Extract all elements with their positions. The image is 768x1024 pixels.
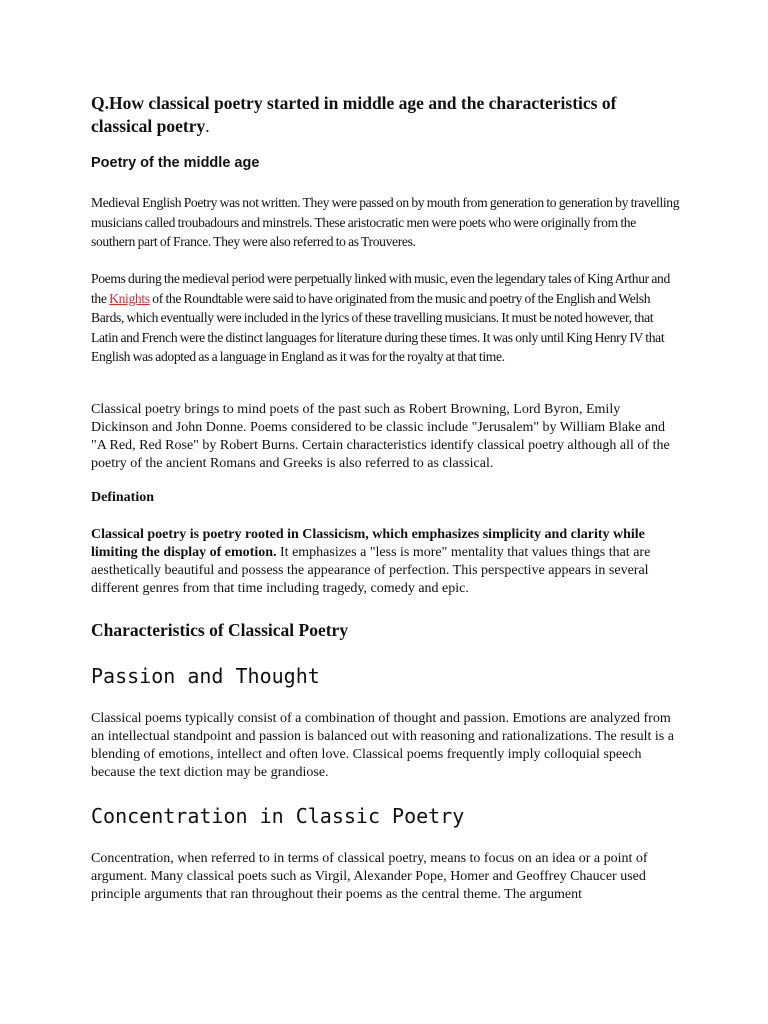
knights-link[interactable]: Knights (109, 290, 150, 306)
definition-heading: Defination (91, 490, 154, 505)
paragraph-text: Poems during the medieval period were perpetually linked with music, even the legendary tales of King Arthur and the (91, 271, 670, 306)
definition-bold-text: Classical poetry is poetry rooted in Classicism, which emphasizes simplicity and clarity while limiting the display of emotion. (91, 527, 645, 560)
question-trailing: . (205, 116, 210, 136)
paragraph-text: of the Roundtable were said to have originated from the music and poetry of the English and Welsh Bards, which eventually were included in the lyrics of these travelling musicians. It must be noted however, that Latin and French were the distinct languages for literature during these times. It was only until King Henry IV that English was adopted as a language in England as it was for the royalty at that time. (91, 290, 665, 364)
passion-thought-heading: Passion and Thought (91, 664, 320, 688)
section-heading-middle-age: Poetry of the middle age (91, 155, 260, 171)
paragraph-classical-poets: Classical poetry brings to mind poets of the past such as Robert Browning, Lord Byron, Emily Dickinson and John Donne. Poems considered to be classic include "Jerusalem" by William Blake and "A Red, Red Rose" by Robert Burns. Certain characteristics identify classical poetry although all of the poetry of the ancient Romans and Greeks is also referred to as classical. (91, 402, 670, 471)
characteristics-heading: Characteristics of Classical Poetry (91, 620, 349, 640)
question-text: Q.How classical poetry started in middle age and the characteristics of classical poetry (91, 93, 617, 136)
passion-thought-paragraph: Classical poems typically consist of a combination of thought and passion. Emotions are analyzed from an intellectual standpoint and passion is balanced out with reasoning and rationalizations. The result is a blending of emotions, intellect and often love. Classical poems frequently imply colloquial speech because the text diction may be grandiose. (91, 711, 674, 780)
concentration-paragraph: Concentration, when referred to in terms of classical poetry, means to focus on an idea or a point of argument. Many classical poets such as Virgil, Alexander Pope, Homer and Geoffrey Chaucer used principle arguments that ran throughout their poems as the central theme. The argument (91, 851, 648, 902)
definition-paragraph (91, 526, 681, 598)
paragraph-medieval-1: Medieval English Poetry was not written. They were passed on by mouth from generation to generation by travelling musicians called troubadours and minstrels. These aristocratic men were poets who were originally from the southern part of France. They were also referred to as Trouveres. (91, 195, 680, 249)
question-title (91, 92, 681, 138)
definition-text: It emphasizes a "less is more" mentality that values things that are aesthetically beautiful and possess the appearance of perfection. This perspective appears in several different genres from that time including tragedy, comedy and epic. (91, 545, 651, 596)
paragraph-medieval-2 (91, 269, 681, 367)
concentration-heading: Concentration in Classic Poetry (91, 804, 465, 828)
